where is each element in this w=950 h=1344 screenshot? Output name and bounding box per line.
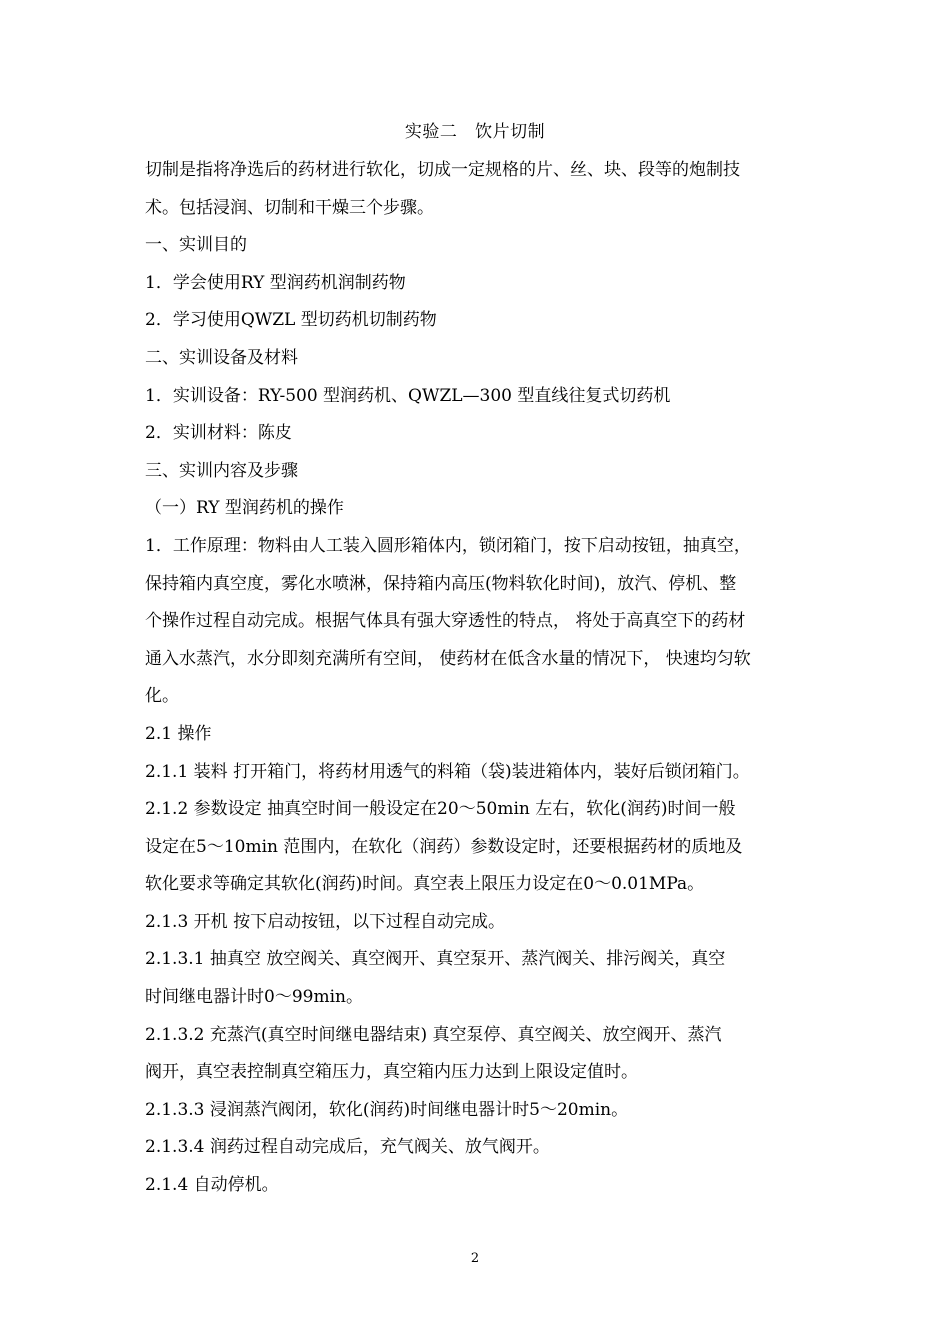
body-line: 保持箱内真空度，雾化水喷淋，保持箱内高压(物料软化时间)，放汽、停机、整 — [145, 573, 737, 594]
document-body — [145, 154, 815, 1207]
subsection-heading: 2.1 操作 — [145, 723, 212, 744]
body-line: 2.1.3.4 润药过程自动完成后，充气阀关、放气阀开。 — [145, 1137, 550, 1158]
body-line: 化。 — [145, 686, 179, 707]
body-line: 2.1.3.2 充蒸汽(真空时间继电器结束) 真空泵停、真空阀关、放空阀开、蒸汽 — [145, 1024, 722, 1045]
subsection-heading: （一）RY 型润药机的操作 — [145, 498, 344, 519]
body-line: 1．工作原理：物料由人工装入圆形箱体内，锁闭箱门，按下启动按钮，抽真空， — [145, 535, 751, 556]
body-line: 2.1.4 自动停机。 — [145, 1175, 279, 1196]
body-line: 2.1.3.1 抽真空 放空阀关、真空阀开、真空泵开、蒸汽阀关、排污阀关，真空 — [145, 949, 726, 970]
body-line: 2．实训材料：陈皮 — [145, 423, 292, 444]
body-line: 2.1.1 装料 打开箱门，将药材用透气的料箱（袋)装进箱体内，装好后锁闭箱门。 — [145, 761, 750, 782]
body-line: 软化要求等确定其软化(润药)时间。真空表上限压力设定在0～0.01MPa。 — [145, 874, 705, 895]
body-line: 术。包括浸润、切制和干燥三个步骤。 — [145, 197, 434, 218]
body-line: 2.1.3.3 浸润蒸汽阀闭，软化(润药)时间继电器计时5～20min。 — [145, 1099, 629, 1120]
body-line: 设定在5～10min 范围内，在软化（润药）参数设定时，还要根据药材的质地及 — [145, 836, 743, 857]
body-line: 个操作过程自动完成。根据气体具有强大穿透性的特点， 将处于高真空下的药材 — [145, 611, 746, 632]
section-heading: 一、实训目的 — [145, 235, 247, 256]
body-line: 1．学会使用RY 型润药机润制药物 — [145, 272, 406, 293]
body-line: 时间继电器计时0～99min。 — [145, 987, 363, 1008]
body-line: 通入水蒸汽，水分即刻充满所有空间， 使药材在低含水量的情况下， 快速均匀软 — [145, 648, 751, 669]
body-line: 2.1.2 参数设定 抽真空时间一般设定在20～50min 左右，软化(润药)时间一般 — [145, 799, 736, 820]
body-line: 切制是指将净选后的药材进行软化，切成一定规格的片、丝、块、段等的炮制技 — [145, 160, 740, 180]
section-heading: 三、实训内容及步骤 — [145, 460, 298, 481]
page-number: 2 — [470, 1251, 480, 1266]
document-title: 实验二 饮片切制 — [404, 122, 546, 142]
body-line: 阀开，真空表控制真空箱压力，真空箱内压力达到上限设定值时。 — [145, 1062, 638, 1083]
body-line: 2.1.3 开机 按下启动按钮，以下过程自动完成。 — [145, 911, 506, 932]
body-line: 1．实训设备：RY-500 型润药机、QWZL—300 型直线往复式切药机 — [145, 385, 671, 406]
section-heading: 二、实训设备及材料 — [145, 347, 298, 368]
body-line: 2．学习使用QWZL 型切药机切制药物 — [145, 310, 437, 331]
